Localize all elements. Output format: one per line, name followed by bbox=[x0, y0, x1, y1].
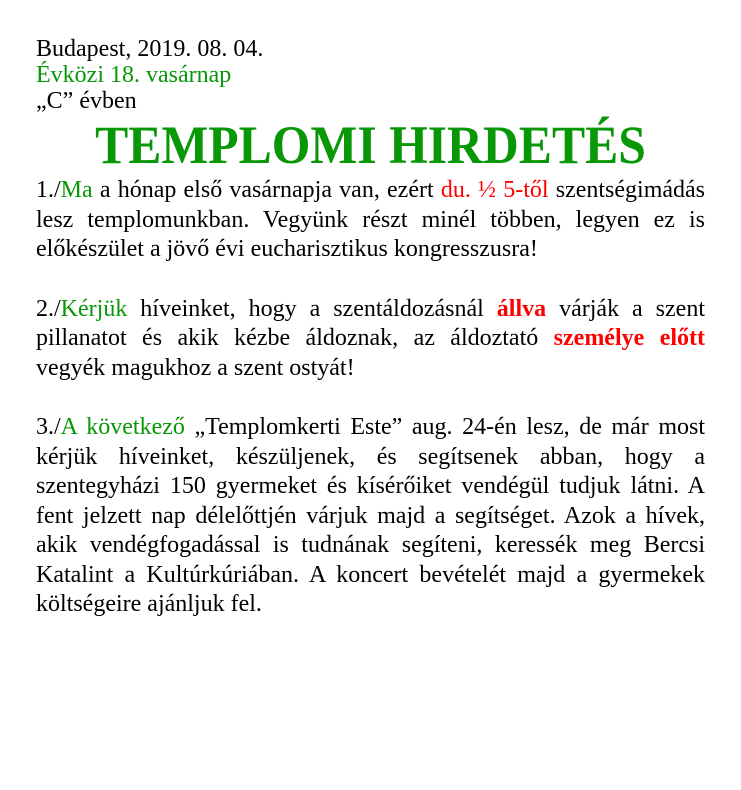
emphasis-highlight: állva bbox=[496, 295, 547, 322]
announcement-number: 2./ bbox=[36, 295, 61, 322]
year-cycle: „C” évben bbox=[36, 88, 137, 114]
announcement-lead: A következő bbox=[60, 414, 185, 440]
announcement-lead: Kérjük bbox=[60, 295, 128, 322]
announcement-text: híveinket, hogy a szentáldozásnál bbox=[127, 295, 497, 322]
announcement-number: 1./ bbox=[36, 177, 61, 203]
announcement-text: szentségimádás lesz templomunkban. Vegyünk részt minél többen, legyen ez is előkészület a jövő évi eucharisztikus kongresszusra! bbox=[36, 177, 706, 262]
announcement-3 bbox=[36, 413, 705, 620]
page-title: TEMPLOMI HIRDETÉS bbox=[95, 115, 646, 175]
emphasis-highlight: személye előtt bbox=[553, 325, 705, 351]
announcement-text: a hónap első vasárnapja van, ezért bbox=[92, 177, 441, 203]
announcement-lead: Ma bbox=[60, 177, 93, 203]
announcement-2 bbox=[36, 295, 705, 384]
announcement-text: vegyék magukhoz a szent ostyát! bbox=[36, 354, 355, 381]
date-line: Budapest, 2019. 08. 04. bbox=[36, 36, 264, 62]
announcement-page bbox=[36, 36, 705, 620]
announcement-1 bbox=[36, 176, 705, 265]
liturgical-day: Évközi 18. vasárnap bbox=[36, 62, 232, 88]
announcement-text: várják a szent pillanatot és akik kézbe áldoznak, az áldoztató bbox=[36, 295, 705, 351]
announcement-text: „Templomkerti Este” aug. 24-én lesz, de már most kérjük híveinket, készüljenek, és segítsenek abban, hogy a szentegyházi 150 gyermeket és kísérőiket vendégül tudjuk látni. A fent jelzett nap délelőttjén várjuk majd a segítséget. Azok a hívek, akik vendégfogadással is tudnának segíteni, keressék meg Bercsi Katalint a Kultúrkúriában. A koncert bevételét majd a gyermekek költségeire ajánljuk fel. bbox=[36, 414, 705, 617]
announcement-number: 3./ bbox=[36, 414, 61, 440]
time-highlight: du. ½ 5-től bbox=[440, 177, 549, 203]
